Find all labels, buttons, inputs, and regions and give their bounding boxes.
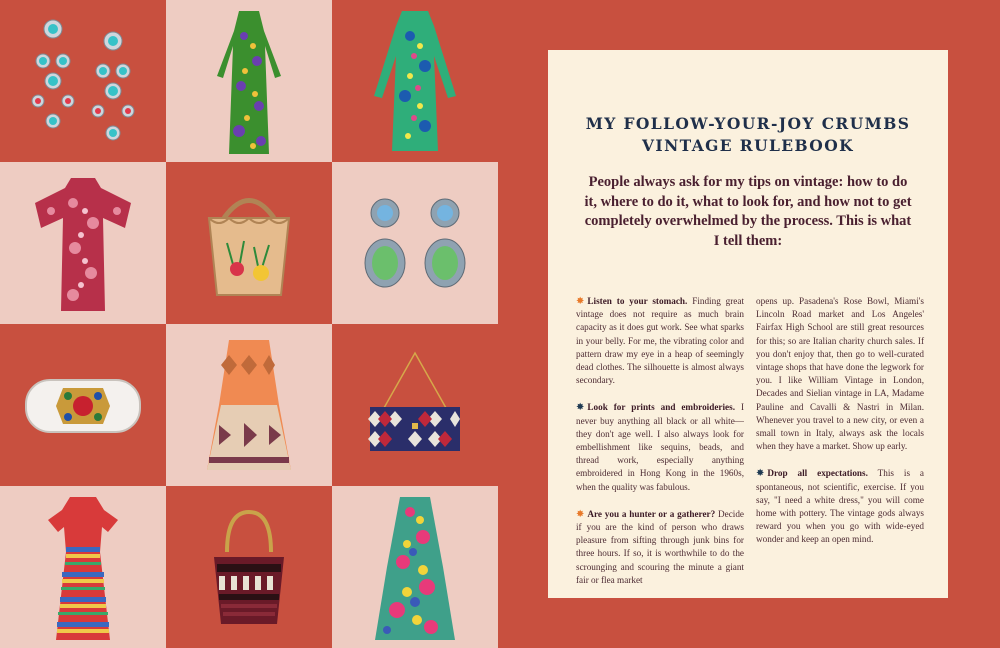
tip-heading: Look for prints and embroideries. [587,402,736,413]
woven-handbag-image [199,502,299,632]
straw-tote-bag-image [189,183,309,303]
red-kimono-dress-image [33,173,133,313]
grid-cell [332,0,498,162]
striped-maxi-dress-image [38,492,128,642]
crystal-drop-earrings-image [355,188,475,298]
tips-columns [576,295,926,595]
grid-cell [332,486,498,648]
tips-column-right [756,295,924,561]
jeweled-cuff-image [18,360,148,450]
grid-cell [166,324,332,486]
tip-continuation: opens up. Pasadena's Rose Bowl, Miami's Lincoln Road market and Los Angeles' Fairfax High School are still great resources for this; so are Italian charity church sales. If you don't enjoy that, then go to well-curated vintage shops that have done the legwork for you. I like William Vintage in London, Decades and Sielian vintage in LA, Madame Pauline and Cavalli & Nastri in Milan. Whenever you travel to a new city, or even a small town in Italy, always ask the locals when they have a market. Show up early. [756,296,924,452]
grid-cell [166,486,332,648]
print-maxi-skirt-image [365,492,465,642]
grid-cell [166,162,332,324]
title-line-2: VINTAGE RULEBOOK [642,136,854,155]
intro-paragraph: People always ask for my tips on vintage: how to do it, where to do it, what to look for, and how not to get completely overwhelmed by the process. This is what I tell them: [584,174,912,249]
tip-paragraph [576,508,744,587]
tip-paragraph [576,295,744,387]
title-line-1: MY FOLLOW-YOUR-JOY CRUMBS [585,114,911,133]
rulebook-card [548,50,948,598]
grid-cell [0,486,166,648]
grid-cell [0,324,166,486]
sparkle-bullet-icon: ✸ [756,468,765,480]
grid-cell [166,0,332,162]
tip-heading: Drop all expectations. [767,468,868,479]
sparkle-bullet-icon: ✸ [576,508,585,520]
tip-paragraph [576,401,744,493]
tip-heading: Are you a hunter or a gatherer? [587,508,716,519]
chandelier-earrings-image [18,11,148,151]
tips-column-left [576,295,744,601]
tip-text: I never buy anything all black or all white—they don't age well. I also always look for embellishment like sequins, beads, and thread work, especially anything embroidered in Hong Kong in the 1960s, when the quality was fabulous. [576,402,744,492]
grid-cell [332,162,498,324]
green-print-dress-image [370,6,460,156]
tip-text: This is a spontaneous, not scientific, exercise. If you say, "I need a white dress," you will come home with pottery. The vintage gods always reward you when you go with wide-eyed wonder and keep an open mind. [756,468,924,545]
sparkle-bullet-icon: ✸ [576,296,585,307]
patterned-skirt-image [199,335,299,475]
tip-heading: Listen to your stomach. [587,296,688,306]
geometric-clutch-image [350,345,480,465]
product-grid [0,0,498,648]
tip-paragraph [756,467,924,546]
grid-cell [0,162,166,324]
grid-cell [332,324,498,486]
floral-maxi-dress-image [209,6,289,156]
tip-text: Decide if you are the kind of person who draws pleasure from sifting through junk bins for three hours. If so, it is worthwhile to do the scrounging and scouring the minute a giant fair or flea market [576,508,745,585]
grid-cell [0,0,166,162]
sparkle-bullet-icon: ✸ [576,402,585,414]
rulebook-title [548,113,948,157]
tip-text: Finding great vintage does not require as much brain capacity as it does gut work. See what sparks in your belly. For me, the vibrating color and pattern draw my eye in a heap of seemingly dead clothes. The silhouette is almost always secondary. [576,296,745,386]
